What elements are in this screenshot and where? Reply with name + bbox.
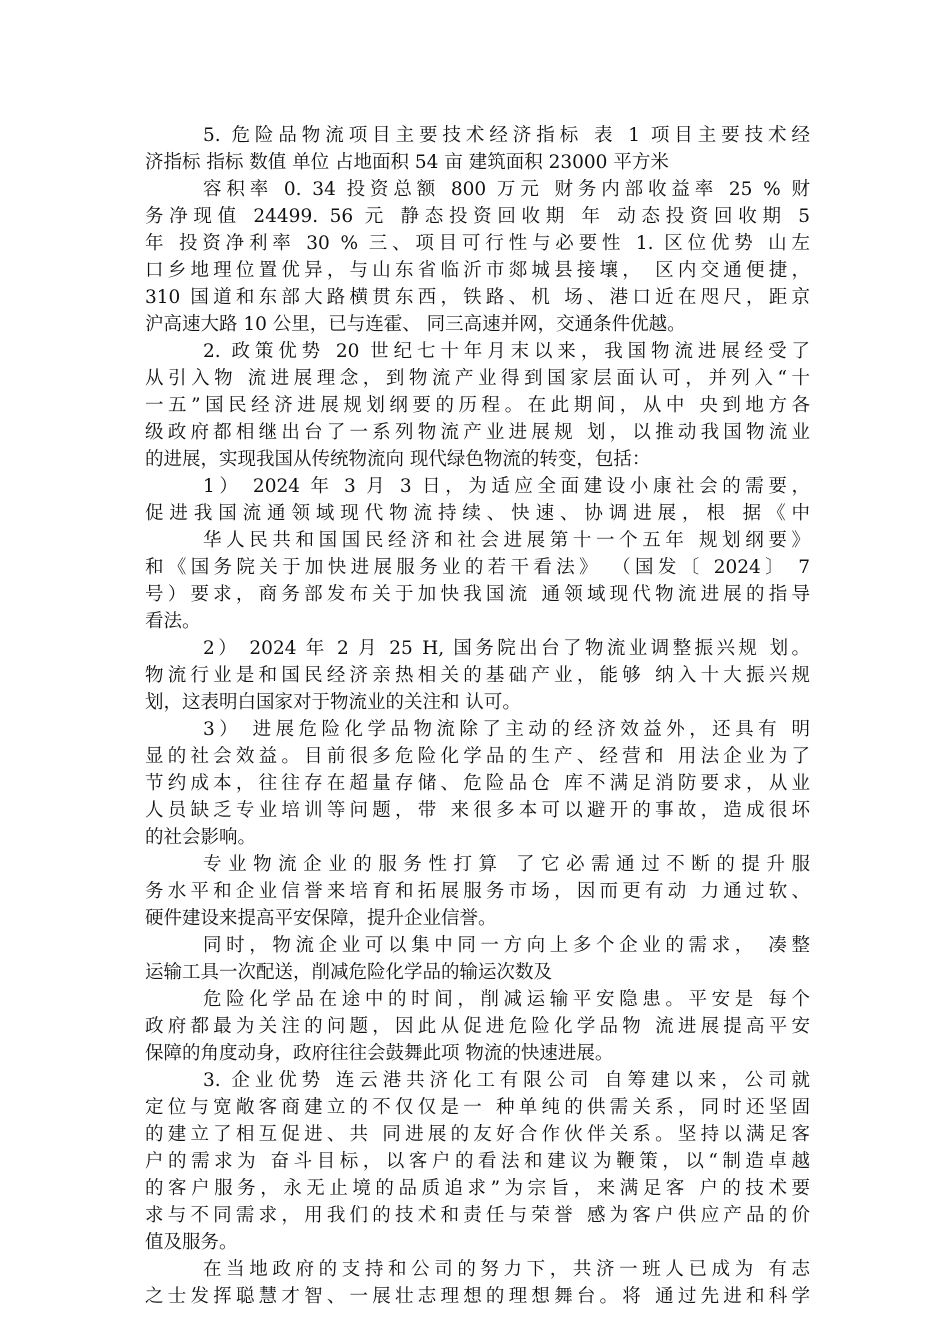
text-line: 济指标 指标 数值 单位 占地面积 54 亩 建筑面积 23000 平方米 [145,152,669,173]
text-line: 3） 进展危险化学品物流除了主动的经济效益外，还具有 明 [203,719,810,740]
text-line: 政府都最为关注的问题，因此从促进危险化学品物 流进展提高平安 [145,1016,810,1037]
text-line: 2. 政策优势 20 世纪七十年月末以来，我国物流进展经受了 [203,341,810,362]
text-line: 沪高速大路 10 公里，已与连霍、 同三高速并网，交通条件优越。 [145,314,686,335]
text-line: 2） 2024 年 2 月 25 H, 国务院出台了物流业调整振兴规 划。 [203,638,810,659]
text-line: 和《国务院关于加快进展服务业的若干看法》 （国发〔 2024〕 7 [145,557,810,578]
text-line: 运输工具一次配送，削减危险化学品的输运次数及 [145,962,553,983]
text-line: 310 国道和东部大路横贯东西，铁路、机 场、港口近在咫尺，距京 [145,287,810,308]
text-line: 之士发挥聪慧才智、一展壮志理想的理想舞台。将 通过先进和科学 [145,1286,810,1307]
text-line: 容积率 0. 34 投资总额 800 万元 财务内部收益率 25 % 财 [203,179,810,200]
text-line: 求与不同需求，用我们的技术和责任与荣誉 感为客户供应产品的价 [145,1205,810,1226]
text-line: 显的社会效益。目前很多危险化学品的生产、经营和 用法企业为了 [145,746,810,767]
document-body [145,122,810,1310]
text-line: 年 投资净利率 30 % 三、项目可行性与必要性 1. 区位优势 山左 [145,233,810,254]
text-line: 口乡地理位置优异，与山东省临沂市郯城县接壤， 区内交通便捷， [145,260,810,281]
text-line: 节约成本，往往存在超量存储、危险品仓 库不满足消防要求，从业 [145,773,810,794]
text-line: 硬件建设来提高平安保障，提升企业信誉。 [145,908,497,929]
text-line: 号）要求，商务部发布关于加快我国流 通领域现代物流进展的指导 [145,584,810,605]
text-line: 一五”国民经济进展规划纲要的历程。在此期间，从中 央到地方各 [145,395,810,416]
text-line: 3. 企业优势 连云港共济化工有限公司 自筹建以来，公司就 [203,1070,810,1091]
text-line: 的客户服务，永无止境的品质追求”为宗旨，来满足客 户的技术要 [145,1178,810,1199]
text-line: 在当地政府的支持和公司的努力下，共济一班人已成为 有志 [203,1259,810,1280]
text-line: 看法。 [145,611,201,632]
text-line: 1） 2024 年 3 月 3 日，为适应全面建设小康社会的需要， [203,476,810,497]
text-line: 的社会影响。 [145,827,257,848]
text-line: 专业物流企业的服务性打算 了它必需通过不断的提升服 [203,854,810,875]
text-line: 华人民共和国国民经济和社会进展第十一个五年 规划纲要》 [203,530,810,551]
text-line: 促进我国流通领域现代物流持续、快速、协调进展，根 据《中 [145,503,810,524]
text-line: 物流行业是和国民经济亲热相关的基础产业，能够 纳入十大振兴规 [145,665,810,686]
text-line: 从引入物 流进展理念，到物流产业得到国家层面认可，并列入“十 [145,368,810,389]
text-line: 定位与宽敞客商建立的不仅仅是一 种单纯的供需关系，同时还坚固 [145,1097,810,1118]
text-line: 保障的角度动身，政府往往会鼓舞此项 物流的快速进展。 [145,1043,614,1064]
text-line: 值及服务。 [145,1232,238,1253]
text-line: 务净现值 24499. 56 元 静态投资回收期 年 动态投资回收期 5 [145,206,810,227]
text-line: 人员缺乏专业培训等问题，带 来很多本可以避开的事故，造成很坏 [145,800,810,821]
text-line: 划，这表明白国家对于物流业的关注和 认可。 [145,692,521,713]
text-line: 同时，物流企业可以集中同一方向上多个企业的需求， 凑整 [203,935,810,956]
text-line: 的进展，实现我国从传统物流向 现代绿色物流的转变，包括： [145,449,651,470]
text-line: 危险化学品在途中的时间，削减运输平安隐患。平安是 每个 [203,989,810,1010]
text-line: 的建立了相互促进、共 同进展的友好合作伙伴关系。坚持以满足客 [145,1124,810,1145]
text-line: 级政府都相继出台了一系列物流产业进展规 划，以推动我国物流业 [145,422,810,443]
text-line: 5. 危险品物流项目主要技术经济指标 表 1 项目主要技术经 [203,125,810,146]
text-line: 户的需求为 奋斗目标，以客户的看法和建议为鞭策，以“制造卓越 [145,1151,810,1172]
text-line: 务水平和企业信誉来培育和拓展服务市场，因而更有动 力通过软、 [145,881,810,902]
